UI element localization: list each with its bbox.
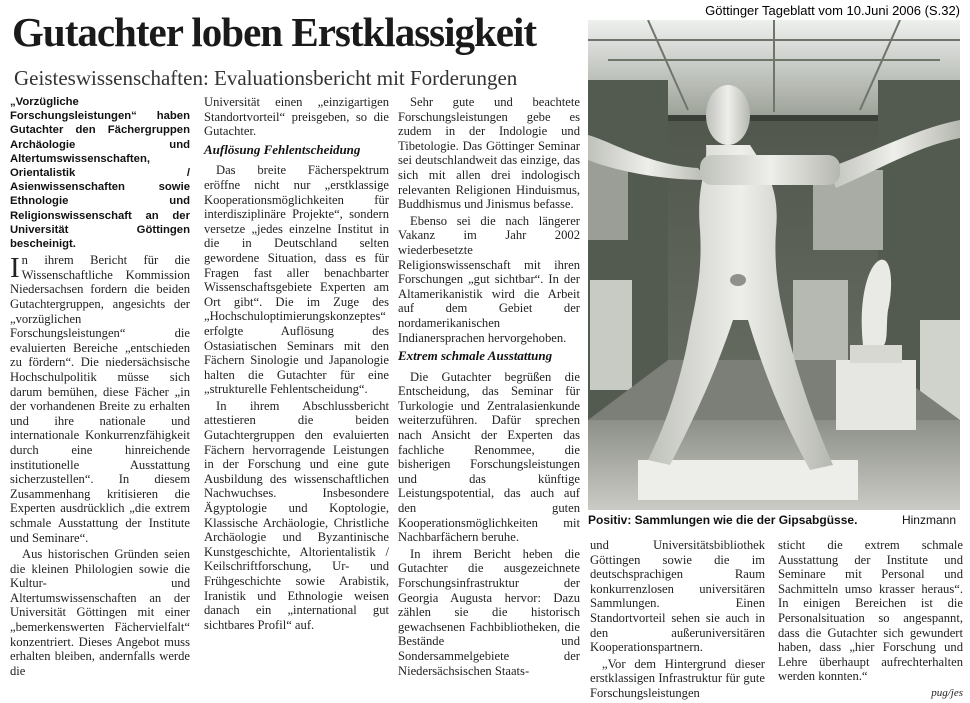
paragraph: Universität einen „einzigartigen Standortvorteil“ preisgeben, so die Gutachter. [204,95,389,139]
headline: Gutachter loben Erstklassigkeit [12,9,537,55]
paragraph: Die Gutachter begrüßen die Entscheidung, das Seminar für Turkologie und Zentralasienkunde weiterzuführen. Dafür sprechen nach Ansicht der Experten das fachliche Renommee, die bisherigen Forschungsleistungen und das künftige Leistungspotential, das auch auf den guten Kooperationsmöglichkeiten mit Nachbarfächern beruhe. [398,369,580,545]
paragraph: „Vor dem Hintergrund dieser erstklassigen Infrastruktur für gute Forschungsleistungen [590,656,765,700]
column-1 [10,95,190,680]
column-2 [204,95,389,634]
column-5 [778,538,963,701]
photo-caption: Positiv: Sammlungen wie die der Gipsabgüsse. [588,513,858,527]
paragraph: Aus historischen Gründen seien die kleinen Philologien sowie die Kultur- und Altertumswissenschaften an der Universität Göttingen mit einer „bemerkenswerten Fächervielfalt“ konzentriert. Dieses Angebot muss erhalten bleiben, andernfalls werde die [10,547,190,678]
paragraph: Sehr gute und beachtete Forschungsleistungen gebe es zudem in der Indologie und Tibetologie. Das Göttinger Seminar sei deutschlandweit das einzige, das sich mit allen drei indologisch relevanten Religionen Hinduismus, Buddhismus und Jinismus befasse. [398,95,580,212]
subheading: Auflösung Fehlentscheidung [204,141,361,157]
paragraph: Ebenso sei die nach längerer Vakanz im Jahr 2002 wiederbesetzte Religionswissenschaft mit ihren Forschungen „gut sichtbar“. In der Altamerikanistik wird die Arbeit auf dem Gebiet der nordamerikanischen Indianersprachen hervorgehoben. [398,213,580,345]
column-4 [590,538,765,703]
paragraph: In ihrem Abschlussbericht attestieren die beiden Gutachtergruppen den evaluierten Fächern hervorragende Leistungen in der Forschung und eine gute Ausbildung des wissenschaftlichen Nachwuchses. Insbesondere Ägyptologie und Koptologie, Klassische Archäologie, Christliche Archäologie und Byzantinische Kunstgeschichte, Altorientalistik / Keilschriftforschung, Ur- und Frühgeschichte sowie Arabistik, Iranistik und Ethnologie weisen danach ein „international gut sichtbares Profil“ auf. [204,398,389,632]
paragraph: Das breite Fächerspektrum eröffne nicht nur „erstklassige Kooperationsmöglichkeiten für interdisziplinäre Projekte“, sondern versetze „jedes einzelne Institut in die in Deutschland selten gewordene Situation, dass es für Fragen fast aller benachbarter Wissenschaftsgebiete Experten am Ort gibt“. Die im Zuge des „Hochschuloptimierungskonzeptes“ erfolgte Auflösung des Ostasiatischen Seminars mit den Fächern Sinologie und Japanologie halten die Gutachter für eine „strukturelle Fehlentscheidung“. [204,163,389,397]
column-3 [398,95,580,680]
subheadline: Geisteswissenschaften: Evaluationsbericht mit Forderungen [14,66,518,90]
dropcap: I [10,252,20,285]
photo-credit: Hinzmann [901,513,956,527]
source-line: Göttinger Tageblatt vom 10.Juni 2006 (S.32) [705,3,960,18]
paragraph: n ihrem Bericht für die Wissenschaftliche Kommission Niedersachsen fordern die beiden Gutachtergruppen, angesichts der „vorzüglichen Forschungsleistungen“ die evaluierten Bereiche „entschieden zu fördern“. Die niedersächsische Hochschulpolitik müsse sich darum bemühen, diese Fächer „in der vorhandenen Breite zu erhalten und ihre nationale und internationale Konkurrenzfähigkeit durch eine hinreichende institutionelle Ausstattung sicherzustellen“. In diesem Zusammenhang kritisieren die Experten ausdrücklich „die extrem schmale Ausstattung der Institute und Seminare“. [10,253,190,545]
author-signature: pug/jes [931,686,963,699]
photo-statue-gallery [588,20,960,510]
subheading: Extrem schmale Ausstattung [398,348,553,364]
paragraph: In ihrem Bericht heben die Gutachter die ausgezeichnete Forschungsinfrastruktur der Georgia Augusta hervor: Dazu zählen sie die historisch gewachsenen Fachbibliotheken, die Bestände und Sondersammelgebiete der Niedersächsischen Staats- [398,546,580,678]
lead-paragraph: „Vorzügliche Forschungsleistungen“ haben Gutachter den Fächergruppen Archäologie und Altertumswissenschaften, Orientalistik / Asienwissenschaften sowie Ethnologie und Religionswissenschaft an der Universität Göttingen bescheinigt. [10,96,190,251]
paragraph: sticht die extrem schmale Ausstattung der Institute und Seminare mit Personal und Sachmitteln umso krasser heraus“. In einigen Bereichen ist die Personalsituation so angespannt, dass die Gutachter sich gewundert haben, dass „hier Forschung und Lehre überhaupt aufrechterhalten werden konnten.“ [778,538,963,684]
paragraph: und Universitätsbibliothek Göttingen sowie die im deutschsprachigen Raum konkurrenzlosen universitären Sammlungen. Einen Standortvorteil sehen sie auch in den außeruniversitären Kooperationspartnern. [590,538,765,655]
